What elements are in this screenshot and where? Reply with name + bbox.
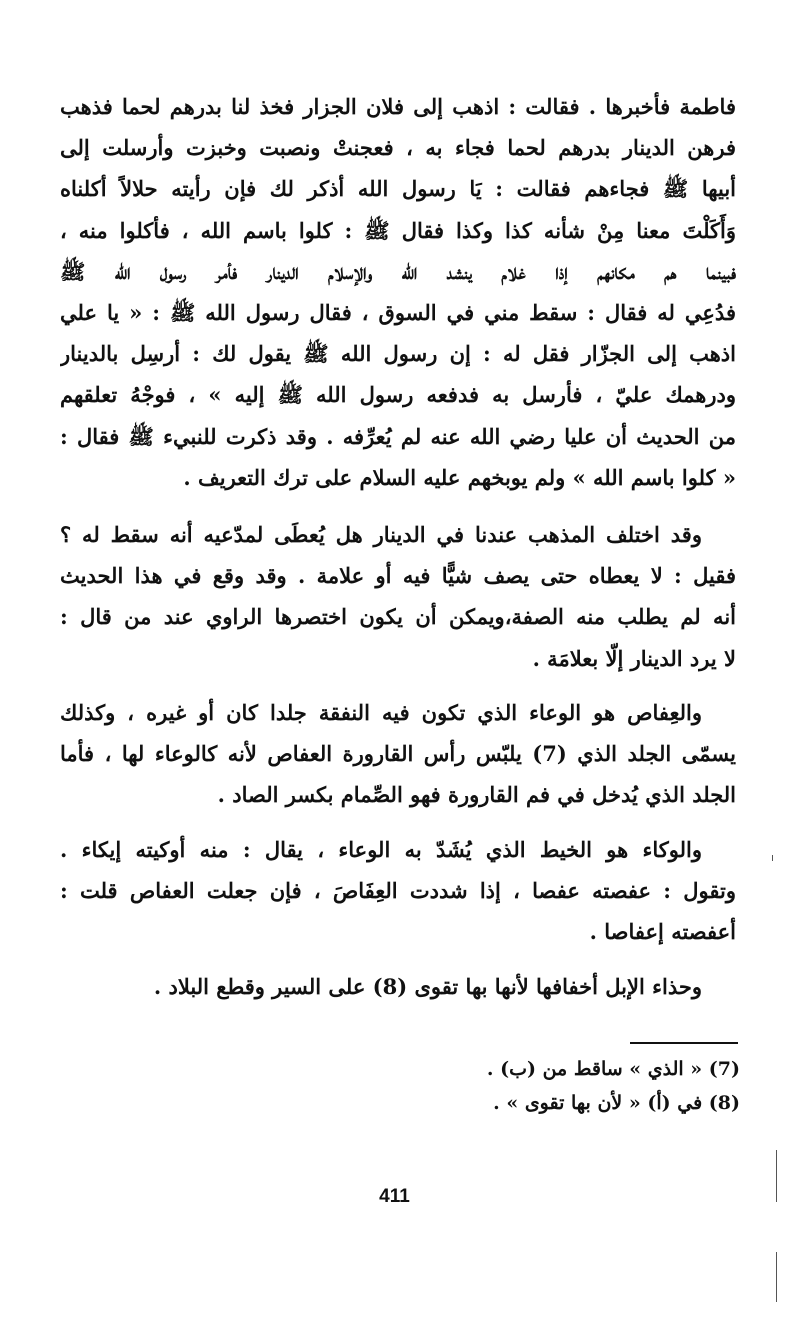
text-line: فاطمة فأخبرها . فقالت : اذهب إلى فلان الجزار فخذ لنا بدرهم لحما فذهب (60, 94, 736, 119)
text-line: أنه لم يطلب منه الصفة،ويمكن أن يكون اختصرها الراوي عند من قال : (60, 604, 736, 630)
text-line: أعفصته إعفاصا . (589, 919, 736, 945)
text-line: فبينما هم مكانهم إذا غلام ينشد الله والإسلام الدينار فأمر رسول الله ﷺ (60, 258, 736, 284)
text-line: والوكاء هو الخيط الذي يُشَدّ به الوعاء ، يقال : منه أوكيته إيكاء . (60, 837, 702, 862)
text-line: فرهن الدينار بدرهم لحما فجاء به ، فعجنتْ ونصبت وخبزت وأرسلت إلى (60, 135, 736, 161)
footnote-divider (630, 1042, 738, 1044)
text-line: وحذاء الإبل أخفافها لأنها بها تقوى (8) على السير وقطع البلاد . (153, 974, 702, 999)
paragraph-1 (60, 86, 736, 498)
text-line: فدُعِي له فقال : سقط مني في السوق ، فقال رسول الله ﷺ : « يا علي (60, 300, 736, 326)
text-line: من الحديث أن عليا رضي الله عنه لم يُعرِّفه . وقد ذكرت للنبيء ﷺ فقال : (60, 423, 736, 449)
scan-edge-mark (776, 1252, 777, 1302)
text-line: وتقول : عفصته عفصا ، إذا شددت العِفَاصَ ، فإن جعلت العفاص قلت : (60, 878, 736, 904)
page-number: 411 (379, 1186, 410, 1207)
footnote-8: (8) في (أ) « لأن بها تقوى » . (493, 1092, 740, 1114)
paragraph-4 (60, 829, 736, 953)
footnote-7: (7) « الذي » ساقط من (ب) . (486, 1058, 740, 1080)
paragraph-5 (60, 966, 736, 1007)
text-line: لا يرد الدينار إلّا بعلامَة . (532, 645, 736, 671)
footnotes (300, 1052, 740, 1120)
text-line: فقيل : لا يعطاه حتى يصف شيًّا فيه أو علامة . وقد وقع في هذا الحديث (60, 563, 736, 589)
text-line: والعِفاص هو الوعاء الذي تكون فيه النفقة جلدا كان أو غيره ، وكذلك (60, 700, 702, 725)
text-line: « كلوا باسم الله » ولم يوبخهم عليه السلام على ترك التعريف . (183, 464, 736, 490)
text-line: أبيها ﷺ فجاءهم فقالت : يَا رسول الله أذكر لك فإن رأيته حلالاً أكلناه (60, 176, 736, 202)
text-line: الجلد الذي يُدخل في فم القارورة فهو الصِّمام بكسر الصاد . (217, 782, 736, 808)
paragraph-3 (60, 692, 736, 816)
scan-edge-mark (776, 1150, 777, 1202)
scan-edge-mark (772, 855, 773, 861)
text-line: وَأَكَلْتَ معنا مِنْ شأنه كذا وكذا فقال ﷺ : كلوا باسم الله ، فأكلوا منه ، (60, 217, 736, 243)
text-line: اذهب إلى الجزّار فقل له : إن رسول الله ﷺ يقول لك : أرسِل بالدينار (60, 341, 736, 367)
text-line: ودرهمك عليّ ، فأرسل به فدفعه رسول الله ﷺ إليه » ، فوجْهُ تعلقهم (60, 382, 736, 408)
text-line: وقد اختلف المذهب عندنا في الدينار هل يُعطَى لمدّعيه أنه سقط له ؟ (60, 522, 702, 547)
text-line: يسمّى الجلد الذي (7) يلبّس رأس القارورة العفاص لأنه كالوعاء لها ، فأما (60, 741, 736, 767)
paragraph-2 (60, 514, 736, 679)
